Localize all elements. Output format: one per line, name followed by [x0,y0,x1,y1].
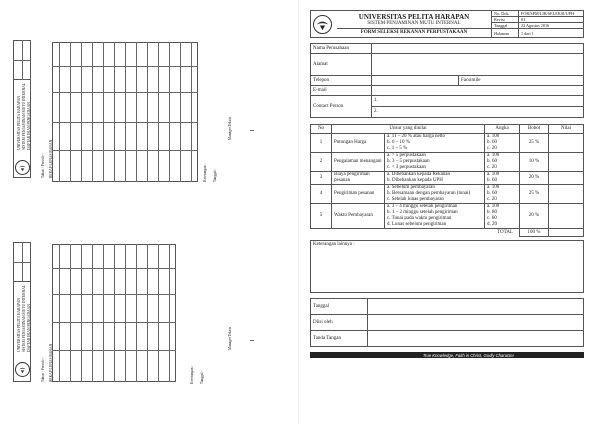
row-scores [485,172,520,185]
row-weight: 20 % [520,204,549,229]
left-form-2-title: DAFTAR ISIAN PENGADAAN [27,304,31,352]
option: b. 6 – 10 % [387,140,410,145]
row-no: 5 [311,204,332,229]
option: c. 1 – 5 % [387,146,408,151]
left-form-1-period: Tahun / Periode : [41,153,45,178]
phone-label: Telepon [311,76,372,86]
score: b. 60 [487,178,497,183]
row-options [385,185,485,204]
meta-label: Revisi [492,17,519,23]
row-no: 1 [311,134,332,153]
address-field[interactable] [372,54,584,76]
filled-by-label: Diisi oleh [311,315,368,331]
meta-label: Halaman [492,29,519,38]
row-name: Biaya pengiriman pesanan [332,172,385,185]
score: a. 100 [487,185,500,190]
score: b. 60 [487,191,497,196]
option: a. Sebelum pembayaran [387,185,435,190]
company-name-label: Nama Perusahaan [311,44,372,54]
row-weight: 10 % [520,153,549,172]
col-bobot: Bobot [520,125,549,134]
left-form-1-system: SISTEM PENJAMINAN MUTU INTERNAL [22,83,26,150]
company-info-table [310,43,584,118]
row-options [385,172,485,185]
date-field[interactable] [368,299,584,315]
total-weight: 100 % [520,229,549,237]
option: b. 3 – 5 perpustakaan [387,159,430,164]
form-header [310,10,584,38]
option: c. < 3 perpustakaan [387,165,426,170]
criteria-row [311,172,584,185]
signature-field[interactable] [368,331,584,347]
option: d. Lunas sebelum pengiriman [387,222,447,227]
left-form-1-university: UNIVERSITAS PELITA HARAPAN [17,96,21,150]
row-scores [485,134,520,153]
signature-label: Tanda Tangan [311,331,368,347]
col-unsur: Unsur yang dinilai [332,125,485,134]
meta-value: FOR/SPM/LIB/SELEKSI/UPH [519,11,584,17]
row-weight: 20 % [520,172,549,185]
phone-field[interactable] [372,76,459,86]
col-nilai: Nilai [549,125,584,134]
signature-table [310,298,584,347]
contact-label: Contact Person [311,96,372,118]
filled-by-field[interactable] [368,315,584,331]
left-form-1-manager: Manager Teknis [228,116,232,140]
meta-label: Tanggal [492,23,519,29]
row-no: 2 [311,153,332,172]
option: b. 1 – 2 minggu setelah pengiriman [387,210,458,215]
row-value-field[interactable] [549,134,584,153]
email-field[interactable] [372,86,584,96]
row-weight: 25 % [520,185,549,204]
notes-box[interactable] [310,240,584,293]
contact-field-2[interactable]: 2. [372,107,584,118]
footer-motto: True Knowledge, Faith in Christ, Godly Character [422,352,514,358]
score: c. 60 [487,216,497,221]
option: c. Setelah lunas pembayaran [387,197,444,202]
criteria-row [311,134,584,153]
row-value-field[interactable] [549,153,584,172]
email-label: E-mail [311,86,372,96]
criteria-row [311,153,584,172]
score: d. 20 [487,222,497,227]
company-name-field[interactable] [372,44,584,54]
option: b. Dibebankan kepada UPH [387,178,443,183]
fax-label: Facsimile [459,76,499,86]
row-scores [485,153,520,172]
row-name: Potongan Harga [332,134,385,153]
left-form-2-university: UNIVERSITAS PELITA HARAPAN [17,298,21,352]
score: a. 100 [487,172,500,177]
option: a. 11 – 20 % atau harga netto [387,134,446,139]
meta-value: 01 [519,17,584,23]
score: c. 20 [487,197,497,202]
row-weight: 25 % [520,134,549,153]
option: c. Tunai pada waktu pengiriman [387,216,452,221]
left-form-2-tanggal: Tanggal : [200,370,204,384]
address-label: Alamat [311,54,372,76]
left-form-1-rekap: REKAP LUNAS BAHAN [49,139,53,178]
row-name: Pengalaman menangani [332,153,385,172]
criteria-table [310,124,584,237]
criteria-row [311,204,584,229]
score: b. 60 [487,140,497,145]
option: a. 3 – 4 minggu setelah pengiriman [387,204,458,209]
left-form-2-system: SISTEM PENJAMINAN MUTU INTERNAL [22,285,26,352]
row-name: Waktu Pembayaran [332,204,385,229]
score: a. 100 [487,153,500,158]
row-name: Pengiriman pesanan [332,185,385,204]
row-value-field[interactable] [549,172,584,185]
university-name: UNIVERSITAS PELITA HARAPAN [358,12,470,21]
row-options [385,153,485,172]
score: a. 100 [487,134,500,139]
left-form-1-title: DAFTAR ISIAN PENGADAAN [27,102,31,150]
contact-field-1[interactable]: 1. [372,96,584,107]
row-value-field[interactable] [549,204,584,229]
university-logo-icon [313,15,332,34]
meta-label: No. Dok. [492,11,519,17]
meta-value: 1 dari 1 [519,29,584,38]
col-no: No [311,125,332,134]
option: b. Bersamaan dengan pembayaran (tunai) [387,191,471,196]
row-scores [485,204,520,229]
meta-value: 22 Agustus 2016 [519,23,584,29]
row-options [385,204,485,229]
col-angka: Angka [485,125,520,134]
score: b. 80 [487,210,497,215]
option: a. Dibebankan kepada Rekanan [387,172,451,177]
institution-cell [337,11,492,29]
row-no: 4 [311,185,332,204]
university-logo-icon [15,160,30,175]
total-value-field[interactable] [549,229,584,237]
option: a. > 5 perpustakaan [387,153,426,158]
notes-label: Keterangan lainnya : [313,242,355,247]
row-value-field[interactable] [549,185,584,204]
fax-field[interactable] [498,76,584,86]
left-form-2-period: Tahun / Periode : [41,357,45,382]
form-title: FORM SELEKSI REKANAN PERPUSTAKAAN [337,29,492,38]
row-scores [485,185,520,204]
left-form-1-catatan: Keterangan : [203,163,207,182]
date-label: Tanggal [311,299,368,315]
row-options [385,134,485,153]
score: b. 60 [487,159,497,164]
left-form-2-rekap: REKAP LUNAS BAHAN [49,343,53,382]
left-form-2-catatan: Keterangan : [190,365,194,384]
quality-system-name: SISTEM PENJAMINAN MUTU INTERNAL [367,20,461,26]
criteria-row [311,185,584,204]
total-label: TOTAL [311,229,520,237]
score: a. 100 [487,204,500,209]
university-logo-icon [15,362,30,377]
score: c. 20 [487,146,497,151]
footer-bar [310,352,584,358]
left-form-1-tanggal: Tanggal : [213,168,217,182]
row-no: 3 [311,172,332,185]
logo-cell [311,11,338,38]
score: c. 20 [487,165,497,170]
selection-form [310,10,584,358]
left-form-2-manager: Manager Teknis [228,326,232,350]
